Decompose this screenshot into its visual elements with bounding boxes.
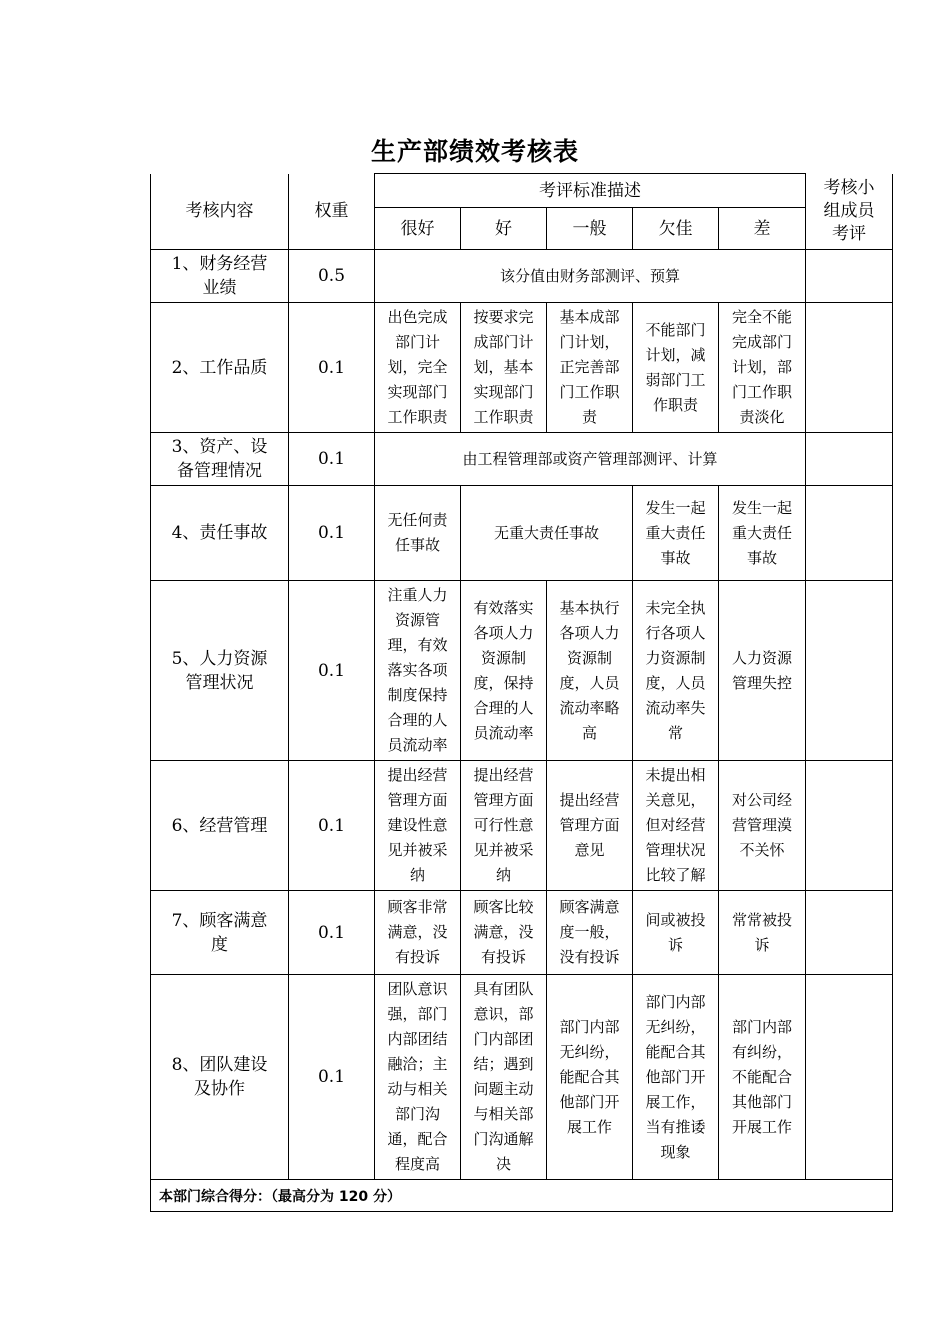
level-very-good: 很好 xyxy=(375,208,461,250)
criteria-very-good: 团队意识强，部门内部团结融洽；主动与相关部门沟通，配合程度高 xyxy=(375,975,461,1180)
item-cell: 1、财务经营业绩 xyxy=(151,250,289,303)
weight-cell: 0.1 xyxy=(289,486,375,581)
table-row xyxy=(151,250,893,303)
criteria-average: 部门内部无纠纷，能配合其他部门开展工作 xyxy=(547,975,633,1180)
weight-cell: 0.1 xyxy=(289,581,375,761)
level-poor: 欠佳 xyxy=(633,208,719,250)
criteria-poor: 未提出相关意见，但对经营管理状况比较了解 xyxy=(633,761,719,891)
criteria-good: 提出经营管理方面可行性意见并被采纳 xyxy=(461,761,547,891)
criteria-very-good: 提出经营管理方面建设性意见并被采纳 xyxy=(375,761,461,891)
header-team-eval: 考核小组成员考评 xyxy=(806,174,893,250)
table-row xyxy=(151,891,893,975)
table-row xyxy=(151,486,893,581)
weight-cell: 0.1 xyxy=(289,975,375,1180)
merged-criteria-cell: 该分值由财务部测评、预算 xyxy=(375,250,806,303)
level-bad: 差 xyxy=(719,208,806,250)
criteria-very-good: 出色完成部门计划，完全实现部门工作职责 xyxy=(375,303,461,433)
criteria-poor: 未完全执行各项人力资源制度，人员流动率失常 xyxy=(633,581,719,761)
criteria-bad: 常常被投诉 xyxy=(719,891,806,975)
criteria-average: 顾客满意度一般，没有投诉 xyxy=(547,891,633,975)
criteria-poor: 间或被投诉 xyxy=(633,891,719,975)
team-eval-cell[interactable] xyxy=(806,761,893,891)
item-cell: 8、团队建设及协作 xyxy=(151,975,289,1180)
level-good: 好 xyxy=(461,208,547,250)
criteria-average: 基本执行各项人力资源制度，人员流动率略高 xyxy=(547,581,633,761)
header-criteria: 考评标准描述 xyxy=(375,174,806,208)
table-row xyxy=(151,975,893,1180)
team-eval-cell[interactable] xyxy=(806,891,893,975)
merged-criteria-cell: 由工程管理部或资产管理部测评、计算 xyxy=(375,433,806,486)
team-eval-cell[interactable] xyxy=(806,486,893,581)
table-row xyxy=(151,433,893,486)
criteria-good: 有效落实各项人力资源制度，保持合理的人员流动率 xyxy=(461,581,547,761)
header-weight: 权重 xyxy=(289,174,375,250)
item-cell: 4、责任事故 xyxy=(151,486,289,581)
total-score-label: 本部门综合得分：（最高分为 120 分） xyxy=(151,1180,893,1212)
header-content: 考核内容 xyxy=(151,174,289,250)
level-average: 一般 xyxy=(547,208,633,250)
table-row xyxy=(151,761,893,891)
team-eval-cell[interactable] xyxy=(806,975,893,1180)
criteria-good-average: 无重大责任事故 xyxy=(461,486,633,581)
assessment-table xyxy=(150,173,893,1212)
item-cell: 7、顾客满意度 xyxy=(151,891,289,975)
criteria-good: 具有团队意识，部门内部团结；遇到问题主动与相关部门沟通解决 xyxy=(461,975,547,1180)
team-eval-cell[interactable] xyxy=(806,303,893,433)
criteria-very-good: 无任何责任事故 xyxy=(375,486,461,581)
item-cell: 3、资产、设备管理情况 xyxy=(151,433,289,486)
criteria-good: 按要求完成部门计划，基本实现部门工作职责 xyxy=(461,303,547,433)
header-row-1 xyxy=(151,174,893,208)
weight-cell: 0.1 xyxy=(289,761,375,891)
item-cell: 6、经营管理 xyxy=(151,761,289,891)
criteria-bad: 完全不能完成部门计划，部门工作职责淡化 xyxy=(719,303,806,433)
item-cell: 5、人力资源管理状况 xyxy=(151,581,289,761)
criteria-poor: 发生一起重大责任事故 xyxy=(633,486,719,581)
table-row xyxy=(151,303,893,433)
weight-cell: 0.1 xyxy=(289,433,375,486)
item-cell: 2、工作品质 xyxy=(151,303,289,433)
criteria-bad: 对公司经营管理漠不关怀 xyxy=(719,761,806,891)
criteria-very-good: 注重人力资源管理，有效落实各项制度保持合理的人员流动率 xyxy=(375,581,461,761)
table-row xyxy=(151,581,893,761)
team-eval-cell[interactable] xyxy=(806,433,893,486)
criteria-bad: 人力资源管理失控 xyxy=(719,581,806,761)
weight-cell: 0.5 xyxy=(289,250,375,303)
criteria-poor: 不能部门计划，减弱部门工作职责 xyxy=(633,303,719,433)
criteria-average: 基本成部门计划，正完善部门工作职责 xyxy=(547,303,633,433)
team-eval-cell[interactable] xyxy=(806,250,893,303)
weight-cell: 0.1 xyxy=(289,303,375,433)
footer-row xyxy=(151,1180,893,1212)
team-eval-cell[interactable] xyxy=(806,581,893,761)
criteria-good: 顾客比较满意，没有投诉 xyxy=(461,891,547,975)
page-title: 生产部绩效考核表 xyxy=(370,137,579,166)
criteria-poor: 部门内部无纠纷，能配合其他部门开展工作，当有推诿现象 xyxy=(633,975,719,1180)
weight-cell: 0.1 xyxy=(289,891,375,975)
criteria-bad: 部门内部有纠纷，不能配合其他部门开展工作 xyxy=(719,975,806,1180)
criteria-bad: 发生一起重大责任事故 xyxy=(719,486,806,581)
criteria-very-good: 顾客非常满意，没有投诉 xyxy=(375,891,461,975)
criteria-average: 提出经营管理方面意见 xyxy=(547,761,633,891)
